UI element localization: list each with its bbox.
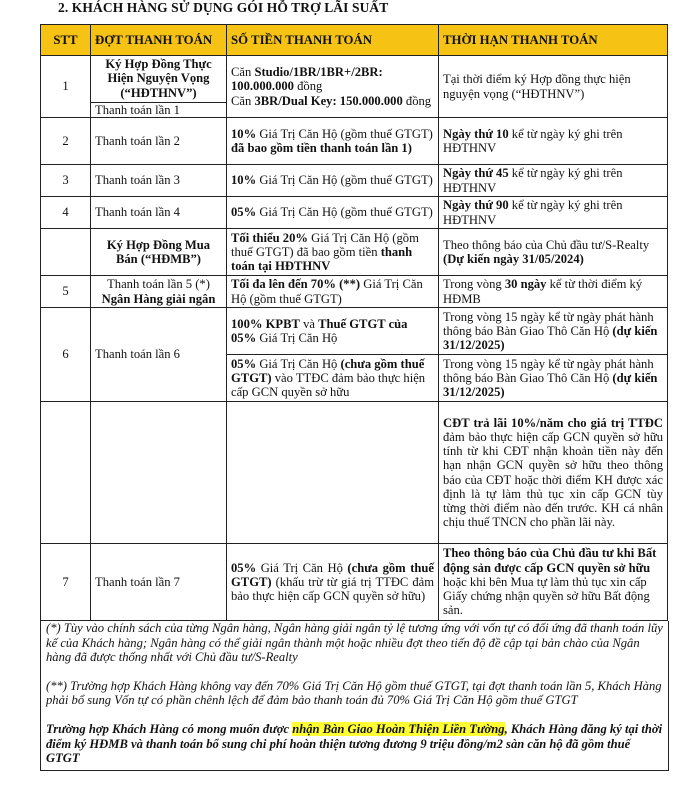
table-row	[41, 197, 668, 229]
note-handover-b: , Khách Hàng đăng ký tại thời điểm ký HĐMB và thanh toán bổ sung chi phí hoàn thiện tương đương 9 triệu đồng/m2 sàn căn hộ đã gồm thuế GTGT	[46, 721, 663, 766]
note-handover-highlight: nhận Bàn Giao Hoàn Thiện Liền Tường	[292, 721, 505, 736]
row1-dot-title: Ký Hợp Đồng Thực Hiện Nguyện Vọng (“HĐTHNV”)	[105, 57, 212, 100]
row2-stt: 2	[41, 118, 91, 165]
row7-amount-plain1: Giá Trị Căn Hộ	[256, 560, 348, 575]
row5-amount-bold: Tối đa lên đến 70% (**)	[231, 277, 361, 292]
header-stt: STT	[41, 25, 91, 56]
row3-deadline-bold: Ngày thứ 45	[443, 166, 509, 181]
hdmb-amount-bold1: Tối thiểu 20%	[231, 230, 308, 245]
row2-amount-bold2: đã bao gồm tiền thanh toán lần 1)	[231, 141, 412, 155]
payment-schedule-table	[40, 24, 668, 621]
row6-deadline-b-plain: Trong vòng 15 ngày kể từ ngày phát hành thông báo Bàn Giao Thô Căn Hộ	[443, 356, 654, 385]
cdt-deadline-bold: CĐT trả lãi 10%/năm cho giá trị TTĐC	[443, 415, 663, 430]
row1-dot	[91, 56, 227, 118]
row6-amount-b	[227, 355, 439, 402]
row2-deadline-bold: Ngày thứ 10	[443, 126, 509, 141]
hdmb-amount	[227, 229, 439, 276]
row1-amount-b-tail: đồng	[402, 93, 432, 108]
row7-amount-plain2: (khấu trừ từ giá trị TTĐC đảm bảo thực hiện cấp GCN quyền sở hữu)	[231, 574, 434, 604]
row2-deadline-plain: kể từ ngày ký ghi trên HĐTHNV	[443, 126, 623, 155]
row6-stt: 6	[41, 308, 91, 402]
row6-amount-a-bold2: Thuế GTGT	[318, 316, 386, 331]
row1-amount	[227, 56, 439, 118]
row1-stt: 1	[41, 56, 91, 118]
row7-stt: 7	[41, 544, 91, 621]
header-dot: ĐỢT THANH TOÁN	[91, 25, 227, 56]
row4-deadline	[439, 197, 668, 229]
hdmb-deadline-bold: (Dự kiến ngày 31/05/2024)	[443, 252, 584, 266]
row6-amount-b-bold2: (chưa gồm thuế GTGT)	[231, 356, 425, 385]
notes-box	[40, 621, 669, 771]
table-row	[41, 544, 668, 621]
hdmb-deadline	[439, 229, 668, 276]
row2-deadline	[439, 118, 668, 165]
row4-stt: 4	[41, 197, 91, 229]
row3-amount-bold: 10%	[231, 173, 257, 188]
row7-amount	[227, 544, 439, 621]
row6-amount-b-plain2: vào TTĐC đảm bảo thực hiện cấp GCN quyền sở hữu	[231, 370, 426, 400]
row7-dot: Thanh toán lần 7	[91, 544, 227, 621]
row7-deadline	[439, 544, 668, 621]
row2-dot: Thanh toán lần 2	[91, 118, 227, 165]
row1-amount-a-tail: đồng	[293, 79, 323, 94]
row6-amount-a	[227, 308, 439, 355]
row3-stt: 3	[41, 165, 91, 197]
row6-deadline-a-bold: (dự kiến 31/12/2025)	[443, 323, 658, 353]
row7-deadline-plain: hoặc khi bên Mua tự làm thủ tục xin cấp Giấy chứng nhận quyền sở hữu Bất động sản.	[443, 574, 650, 618]
cdt-amount	[227, 402, 439, 544]
cdt-stt	[41, 402, 91, 544]
cdt-deadline	[439, 402, 668, 544]
row2-amount-plain: Giá Trị Căn Hộ (gồm thuế GTGT)	[256, 126, 433, 141]
row3-amount-plain: Giá Trị Căn Hộ (gồm thuế GTGT)	[256, 173, 433, 188]
hdmb-stt	[41, 229, 91, 276]
row7-deadline-bold: Theo thông báo của Chủ đầu tư khi Bất động sản được cấp GCN quyền sở hữu	[443, 546, 657, 575]
hdmb-amount-bold2: thanh toán tại HĐTHNV	[231, 244, 413, 274]
row6-amount-a-bold3: của 05%	[231, 316, 408, 345]
hdmb-amount-plain: Giá Trị Căn Hộ (gồm thuế GTGT) đã bao gồm tiền	[231, 230, 419, 259]
cdt-deadline-plain: đảm bảo thực hiện cấp GCN quyền sở hữu tính từ khi CĐT nhận khoản tiền này đến hạn nhận GCN quyền sở hữu theo thông báo của CĐT hoặc thời điểm KH được xác định là tự làm thủ tục xin cấp GCN tùy từng thời điểm nào đến trước. KH cá nhân chịu thuế TNCN cho phần lãi này.	[443, 429, 663, 530]
row6-amount-a-plain2: Giá Trị Căn Hộ	[256, 331, 338, 345]
row6-deadline-b-bold: (dự kiến 31/12/2025)	[443, 370, 658, 400]
header-row	[41, 25, 668, 56]
cdt-dot	[91, 402, 227, 544]
row5-deadline-a: Trong vòng	[443, 277, 505, 292]
table-row	[41, 118, 668, 165]
row4-amount	[227, 197, 439, 229]
row3-deadline	[439, 165, 668, 197]
row4-deadline-plain: kể từ ngày ký ghi trên HĐTHNV	[443, 198, 623, 227]
section-title: 2. KHÁCH HÀNG SỬ DỤNG GÓI HỖ TRỢ LÃI SUẤT	[58, 0, 389, 15]
row1-amount-a-plain: Căn	[231, 65, 255, 80]
table-row	[41, 308, 668, 355]
row7-amount-bold1: 05%	[231, 560, 257, 575]
row6-amount-a-plain1: và	[299, 316, 319, 331]
row5-amount	[227, 276, 439, 308]
row6-deadline-b	[439, 355, 668, 402]
note-handover-a: Trường hợp Khách Hàng có mong muốn được	[46, 721, 293, 736]
row5-dot-plain: Thanh toán lần 5 (*)	[107, 277, 210, 292]
row2-amount-bold1: 10%	[231, 126, 257, 141]
row6-amount-b-plain1: Giá Trị Căn Hộ	[256, 356, 341, 371]
row1-amount-b-plain: Căn	[231, 93, 255, 108]
header-so-tien: SỐ TIỀN THANH TOÁN	[227, 25, 439, 56]
row5-stt: 5	[41, 276, 91, 308]
row6-amount-a-bold1: 100% KPBT	[231, 316, 300, 331]
row3-amount	[227, 165, 439, 197]
table-row	[41, 165, 668, 197]
row4-amount-bold: 05%	[231, 205, 257, 220]
row4-dot: Thanh toán lần 4	[91, 197, 227, 229]
table-row	[41, 56, 668, 118]
row6-amount-b-bold1: 05%	[231, 356, 257, 371]
table-row	[41, 276, 668, 308]
row3-deadline-plain: kể từ ngày ký ghi trên HĐTHNV	[443, 166, 623, 195]
table-row	[41, 229, 668, 276]
row5-deadline	[439, 276, 668, 308]
row6-deadline-a	[439, 308, 668, 355]
row4-amount-plain: Giá Trị Căn Hộ (gồm thuế GTGT)	[256, 205, 433, 220]
header-thoi-han: THỜI HẠN THANH TOÁN	[439, 25, 668, 56]
row5-deadline-bold: 30 ngày	[504, 277, 547, 292]
note-handover	[46, 722, 663, 766]
row1-amount-b-bold: 3BR/Dual Key: 150.000.000	[254, 93, 403, 108]
row5-dot	[91, 276, 227, 308]
row1-dot-sub: Thanh toán lần 1	[91, 102, 226, 117]
row5-deadline-b: kể từ thời điểm ký HĐMB	[443, 277, 643, 306]
row6-deadline-a-plain: Trong vòng 15 ngày kể từ ngày phát hành thông báo Bàn Giao Thô Căn Hộ	[443, 309, 654, 338]
row5-amount-plain: Giá Trị Căn Hộ (gồm thuế GTGT)	[231, 277, 423, 306]
table-row	[41, 402, 668, 544]
row3-dot: Thanh toán lần 3	[91, 165, 227, 197]
row5-dot-bold: Ngân Hàng giải ngân	[101, 291, 216, 306]
row6-dot: Thanh toán lần 6	[91, 308, 227, 402]
hdmb-dot: Ký Hợp Đồng Mua Bán (“HĐMB”)	[91, 229, 227, 276]
row7-amount-bold2: (chưa gồm thuế GTGT)	[231, 560, 434, 589]
note-70-percent: (**) Trường hợp Khách Hàng không vay đến 70% Giá Trị Căn Hộ gồm thuế GTGT, tại đợt thanh toán lần 5, Khách Hàng phải bổ sung Vốn tự có phần chênh lệch để đảm bảo thanh toán đủ 70% Giá Trị Căn Hộ gồm thuế GTGT	[46, 678, 662, 708]
row1-amount-a-bold: Studio/1BR/1BR+/2BR: 100.000.000	[231, 65, 383, 94]
row2-amount	[227, 118, 439, 165]
note-bank-policy: (*) Tùy vào chính sách của từng Ngân hàng, Ngân hàng giải ngân tỷ lệ tương ứng với vốn tự có đối ứng đã thanh toán lũy kế của Khách hàng; Ngân hàng có thể giải ngân thành một hoặc nhiều đợt theo tiến độ đề cập tại bản chào của Ngân hàng đã được thống nhất với Chủ đầu tư/S-Realty	[46, 621, 663, 665]
row1-deadline: Tại thời điểm ký Hợp đồng thực hiện nguyện vọng (“HĐTHNV”)	[439, 56, 668, 118]
row4-deadline-bold: Ngày thứ 90	[443, 198, 509, 213]
hdmb-deadline-plain: Theo thông báo của Chủ đầu tư/S-Realty	[443, 237, 650, 252]
